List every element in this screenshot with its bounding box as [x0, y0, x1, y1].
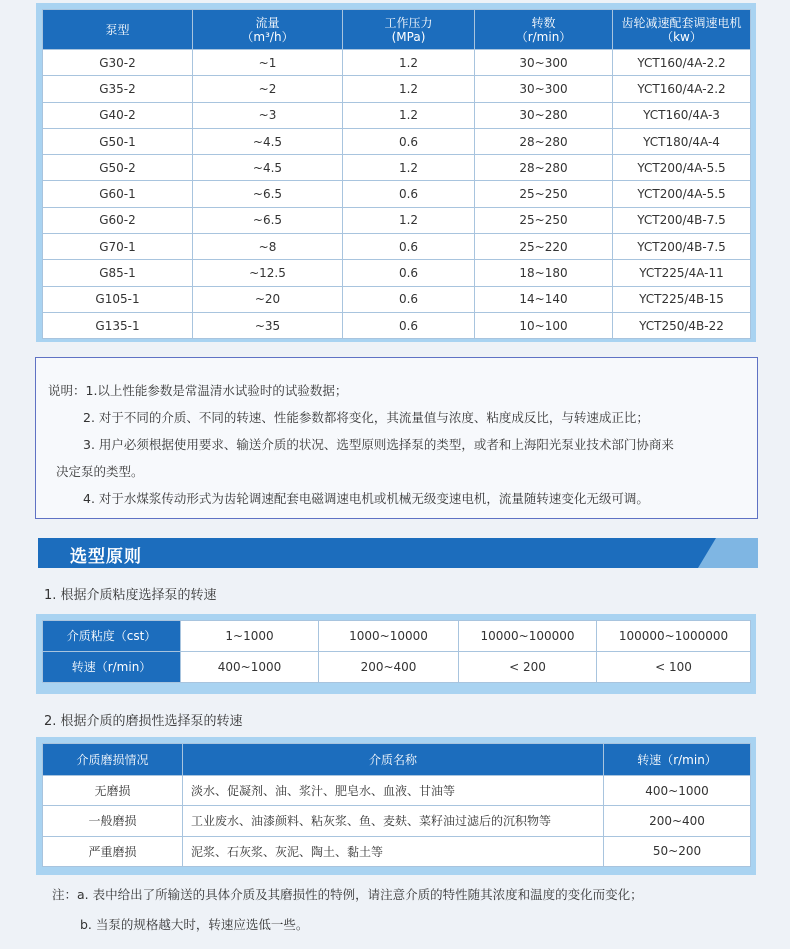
- column-header-title: 流量: [255, 15, 280, 30]
- table-cell: 30~280: [475, 102, 613, 128]
- pump-table-frame: [36, 3, 756, 342]
- table-cell: ~6.5: [193, 207, 343, 233]
- note-line: 2. 对于不同的介质、不同的转速、性能参数都将变化，其流量值与浓度、粘度成反比，与转速成正比；: [83, 410, 649, 425]
- column-header-unit: (MPa): [391, 29, 426, 44]
- table-cell: ~8: [193, 234, 343, 260]
- table-cell: YCT160/4A-2.2: [613, 50, 751, 76]
- section-title: 选型原则: [70, 547, 142, 567]
- table-cell: YCT160/4A-3: [613, 102, 751, 128]
- table-row: [43, 50, 751, 76]
- notes-box: [35, 357, 758, 519]
- note-line: 说明：1.以上性能参数是常温清水试验时的试验数据；: [48, 383, 348, 398]
- table-cell: ~2: [193, 76, 343, 102]
- column-header: [475, 10, 613, 50]
- table-cell: 泥浆、石灰浆、灰泥、陶土、黏土等: [183, 836, 604, 866]
- table-cell: 400~1000: [604, 776, 751, 806]
- column-header-title: 泵型: [105, 22, 130, 37]
- table-row: [43, 286, 751, 312]
- viscosity-cell: 100000~1000000: [597, 621, 751, 652]
- column-header-title: 转数: [531, 15, 556, 30]
- table-cell: YCT160/4A-2.2: [613, 76, 751, 102]
- table-cell: YCT225/4A-11: [613, 260, 751, 286]
- table-row: [43, 102, 751, 128]
- table-cell: YCT200/4B-7.5: [613, 234, 751, 260]
- table-cell: 严重磨损: [43, 836, 183, 866]
- table-row: [43, 181, 751, 207]
- section-accent: [698, 538, 758, 568]
- table-row: [43, 207, 751, 233]
- table-cell: G60-2: [43, 207, 193, 233]
- viscosity-cell: 10000~100000: [459, 621, 597, 652]
- table-row: [43, 776, 751, 806]
- table-header-row: [43, 10, 751, 50]
- table-cell: G50-2: [43, 155, 193, 181]
- viscosity-table: [42, 620, 751, 683]
- footnote-a: 注：a. 表中给出了所输送的具体介质及其磨损性的特例，请注意介质的特性随其浓度和温度的变化而变化；: [52, 887, 643, 902]
- table-cell: ~4.5: [193, 128, 343, 154]
- abrasion-header: 介质磨损情况: [43, 744, 183, 776]
- table-cell: G40-2: [43, 102, 193, 128]
- speed-cell: < 200: [459, 652, 597, 683]
- footnote-b: b. 当泵的规格越大时，转速应选低一些。: [80, 917, 309, 932]
- table-cell: YCT200/4A-5.5: [613, 155, 751, 181]
- table-cell: YCT250/4B-22: [613, 312, 751, 338]
- table-row: [43, 260, 751, 286]
- pump-performance-table: [42, 9, 751, 339]
- speed-label: 转速（r/min）: [43, 652, 181, 683]
- table-cell: YCT200/4A-5.5: [613, 181, 751, 207]
- table-cell: 50~200: [604, 836, 751, 866]
- table-cell: YCT200/4B-7.5: [613, 207, 751, 233]
- abrasion-subhead: 2. 根据介质的磨损性选择泵的转速: [44, 714, 243, 729]
- viscosity-label: 介质粘度（cst）: [43, 621, 181, 652]
- table-cell: ~12.5: [193, 260, 343, 286]
- table-cell: 0.6: [343, 128, 475, 154]
- table-header-row: [43, 744, 751, 776]
- table-cell: 工业废水、油漆颜料、粘灰浆、鱼、麦麸、菜籽油过滤后的沉积物等: [183, 806, 604, 836]
- table-cell: 1.2: [343, 76, 475, 102]
- note-line: 3. 用户必须根据使用要求、输送介质的状况、选型原则选择泵的类型，或者和上海阳光泵业技术部门协商来: [83, 437, 674, 452]
- table-cell: 1.2: [343, 207, 475, 233]
- table-row: [43, 76, 751, 102]
- speed-cell: 400~1000: [181, 652, 319, 683]
- table-cell: G50-1: [43, 128, 193, 154]
- medium-header: 介质名称: [183, 744, 604, 776]
- viscosity-cell: 1~1000: [181, 621, 319, 652]
- table-cell: 30~300: [475, 76, 613, 102]
- table-row: [43, 652, 751, 683]
- table-cell: 25~250: [475, 181, 613, 207]
- speed-cell: 200~400: [319, 652, 459, 683]
- table-row: [43, 836, 751, 866]
- table-cell: YCT180/4A-4: [613, 128, 751, 154]
- table-cell: 25~250: [475, 207, 613, 233]
- table-row: [43, 806, 751, 836]
- table-cell: G35-2: [43, 76, 193, 102]
- column-header-unit: （kw）: [661, 29, 702, 44]
- table-cell: G70-1: [43, 234, 193, 260]
- table-cell: 0.6: [343, 286, 475, 312]
- table-cell: 28~280: [475, 128, 613, 154]
- table-cell: 一般磨损: [43, 806, 183, 836]
- column-header-title: 齿轮减速配套调速电机: [621, 15, 742, 30]
- table-cell: ~1: [193, 50, 343, 76]
- speed-header: 转速（r/min）: [604, 744, 751, 776]
- abrasion-table: [42, 743, 751, 867]
- note-line: 决定泵的类型。: [56, 464, 144, 479]
- table-row: [43, 312, 751, 338]
- table-cell: 0.6: [343, 260, 475, 286]
- table-cell: 14~140: [475, 286, 613, 312]
- table-cell: 0.6: [343, 181, 475, 207]
- viscosity-subhead: 1. 根据介质粘度选择泵的转速: [44, 588, 217, 603]
- table-cell: ~35: [193, 312, 343, 338]
- viscosity-table-frame: [36, 614, 756, 694]
- table-cell: 0.6: [343, 312, 475, 338]
- table-cell: G60-1: [43, 181, 193, 207]
- table-row: [43, 128, 751, 154]
- column-header: [343, 10, 475, 50]
- column-header: [43, 10, 193, 50]
- section-header-bar: [38, 538, 758, 568]
- table-cell: 1.2: [343, 155, 475, 181]
- table-cell: 10~100: [475, 312, 613, 338]
- table-cell: 无磨损: [43, 776, 183, 806]
- table-row: [43, 621, 751, 652]
- table-cell: G105-1: [43, 286, 193, 312]
- column-header-unit: （r/min）: [515, 29, 572, 44]
- table-cell: ~20: [193, 286, 343, 312]
- table-cell: 1.2: [343, 102, 475, 128]
- column-header: [193, 10, 343, 50]
- table-cell: G30-2: [43, 50, 193, 76]
- table-cell: 30~300: [475, 50, 613, 76]
- note-line: 4. 对于水煤浆传动形式为齿轮调速配套电磁调速电机或机械无级变速电机，流量随转速变化无级可调。: [83, 491, 649, 506]
- table-cell: YCT225/4B-15: [613, 286, 751, 312]
- speed-cell: < 100: [597, 652, 751, 683]
- table-row: [43, 155, 751, 181]
- table-cell: G85-1: [43, 260, 193, 286]
- column-header: [613, 10, 751, 50]
- table-cell: ~3: [193, 102, 343, 128]
- table-cell: 淡水、促凝剂、油、浆汁、肥皂水、血液、甘油等: [183, 776, 604, 806]
- table-cell: 25~220: [475, 234, 613, 260]
- abrasion-table-frame: [36, 737, 756, 875]
- column-header-unit: （m³/h）: [241, 29, 294, 44]
- table-cell: G135-1: [43, 312, 193, 338]
- table-cell: 200~400: [604, 806, 751, 836]
- table-cell: ~4.5: [193, 155, 343, 181]
- table-cell: 18~180: [475, 260, 613, 286]
- column-header-title: 工作压力: [384, 15, 433, 30]
- table-row: [43, 234, 751, 260]
- viscosity-cell: 1000~10000: [319, 621, 459, 652]
- table-cell: 28~280: [475, 155, 613, 181]
- table-cell: 0.6: [343, 234, 475, 260]
- table-cell: 1.2: [343, 50, 475, 76]
- table-cell: ~6.5: [193, 181, 343, 207]
